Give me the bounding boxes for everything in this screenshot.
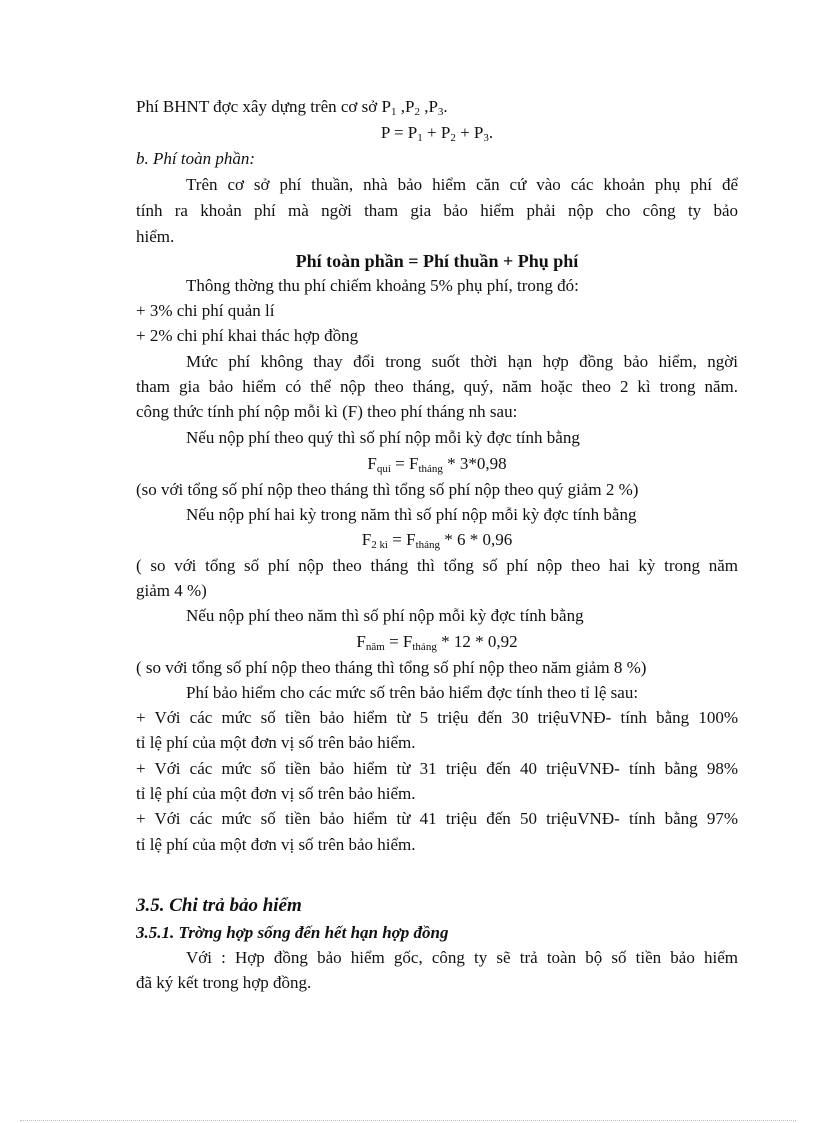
paragraph-line: đã ký kết trong hợp đồng.	[136, 973, 312, 992]
subheading-b: b. Phí toàn phần:	[136, 149, 255, 168]
formula-semiannual: $F_{2 kì} = F_{tháng} * 6 * 0,96$	[361, 530, 513, 551]
paragraph-line: ( so với tổng số phí nộp theo tháng thì tổng số phí nộp theo năm giảm 8 %)	[136, 658, 647, 677]
paragraph-line: công thức tính phí nộp mỗi kì (F) theo phí tháng nh sau:	[136, 402, 518, 421]
paragraph-line: Thông thờng thu phí chiếm khoảng 5% phụ phí, trong đó:	[186, 276, 579, 295]
paragraph-line: tham gia bảo hiểm có thể nộp theo tháng, quý, năm hoặc theo 2 kì trong năm.	[136, 377, 738, 396]
paragraph-line: tỉ lệ phí của một đơn vị số trên bảo hiểm.	[136, 733, 416, 752]
section-heading: 3.5. Chi trả bảo hiểm	[136, 895, 302, 916]
paragraph-line: Nếu nộp phí hai kỳ trong năm thì số phí nộp mỗi kỳ đợc tính bằng	[186, 505, 637, 524]
list-item: + Với các mức số tiền bảo hiểm từ 31 triệu đến 40 triệuVNĐ- tính bằng 98%	[136, 759, 738, 778]
paragraph-line: ( so với tổng số phí nộp theo tháng thì tổng số phí nộp theo hai kỳ trong năm	[136, 556, 738, 575]
paragraph-line: hiểm.	[136, 227, 175, 246]
paragraph-line: (so với tổng số phí nộp theo tháng thì tổng số phí nộp theo quý giảm 2 %)	[136, 480, 639, 499]
formula-quarterly: $F_{quí} = F_{tháng} * 3*0,98$	[367, 454, 507, 475]
list-item: + 3% chi phí quản lí	[136, 301, 275, 320]
paragraph-line: tính ra khoản phí mà ngời tham gia bảo hiểm phải nộp cho công ty bảo	[136, 201, 738, 220]
formula-annual: $F_{năm} = F_{tháng} * 12 * 0,92$	[356, 632, 518, 653]
list-item: + Với các mức số tiền bảo hiểm từ 41 triệu đến 50 triệuVNĐ- tính bằng 97%	[136, 809, 738, 828]
paragraph-line: Với : Hợp đồng bảo hiểm gốc, công ty sẽ trả toàn bộ số tiền bảo hiểm	[186, 948, 738, 967]
paragraph-line: Trên cơ sở phí thuần, nhà bảo hiểm căn cứ vào các khoản phụ phí để	[186, 175, 738, 194]
subsection-heading: 3.5.1. Trờng hợp sống đến hết hạn hợp đồng	[136, 923, 449, 942]
paragraph-line: Phí bảo hiểm cho các mức số trên bảo hiểm đợc tính theo tỉ lệ sau:	[186, 683, 639, 702]
text-line-1: Phí BHNT đợc xây dựng trên cơ sở $P_1$ $,P_2$ $,P_3$.	[136, 97, 448, 118]
paragraph-line: Mức phí không thay đổi trong suốt thời hạn hợp đồng bảo hiểm, ngời	[186, 352, 738, 371]
formula-full-premium: Phí toàn phần = Phí thuần + Phụ phí	[295, 251, 579, 271]
paragraph-line: tỉ lệ phí của một đơn vị số trên bảo hiểm.	[136, 784, 416, 803]
list-item: + 2% chi phí khai thác hợp đồng	[136, 326, 359, 345]
formula-p-total: $P = P_1 + P_2 + P_3$.	[380, 123, 494, 144]
paragraph-line: Nếu nộp phí theo năm thì số phí nộp mỗi kỳ đợc tính bằng	[186, 606, 584, 625]
paragraph-line: tỉ lệ phí của một đơn vị số trên bảo hiểm.	[136, 835, 416, 854]
paragraph-line: giảm 4 %)	[136, 581, 207, 600]
paragraph-line: Nếu nộp phí theo quý thì số phí nộp mỗi kỳ đợc tính bằng	[186, 428, 580, 447]
page-bottom-divider	[20, 1120, 796, 1121]
list-item: + Với các mức số tiền bảo hiểm từ 5 triệu đến 30 triệuVNĐ- tính bằng 100%	[136, 708, 738, 727]
